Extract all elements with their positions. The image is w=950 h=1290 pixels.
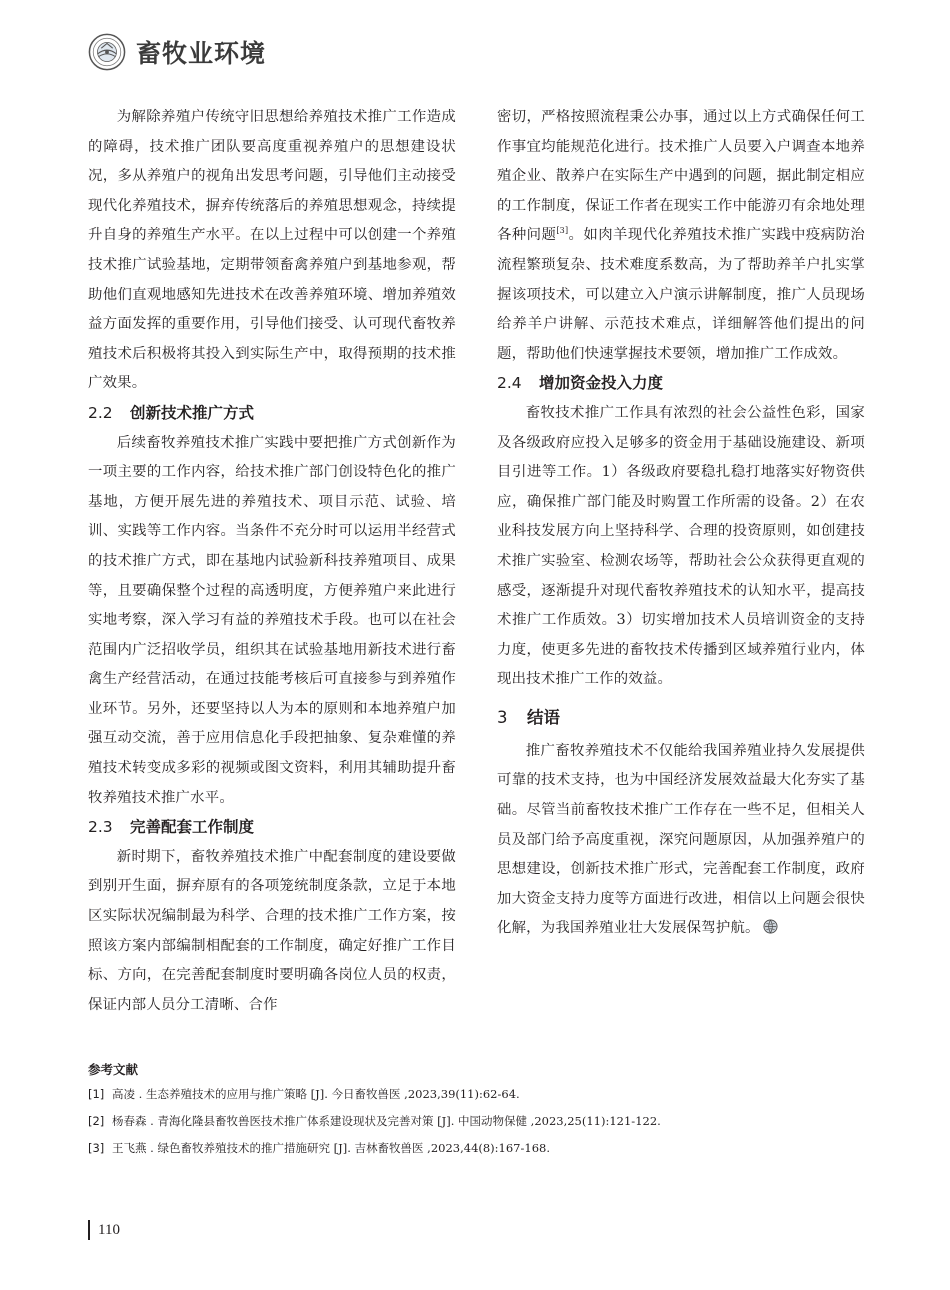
paragraph: 畜牧技术推广工作具有浓烈的社会公益性色彩，国家及各级政府应投入足够多的资金用于基础设施建设、新项目引进等工作。1）各级政府要稳扎稳打地落实好物资供应，确保推广部门能及时购置工作所需的设备。2）在农业科技发展方向上坚持科学、合理的投资原则，如创建技术推广实验室、检测农场等，帮助社会公众获得更直观的感受，逐渐提升对现代畜牧养殖技术的认知水平，提高技术推广工作质效。3）切实增加技术人员培训资金的支持力度，使更多先进的畜牧技术传播到区域养殖行业内，体现出技术推广工作的效益。 bbox=[497, 404, 865, 688]
page-footer bbox=[88, 1220, 120, 1240]
section-number: 2.4 bbox=[497, 374, 522, 393]
journal-emblem-icon bbox=[88, 33, 126, 71]
footer-bar bbox=[88, 1220, 90, 1240]
section-number: 3 bbox=[497, 707, 508, 727]
reference-text: 高凌 . 生态养殖技术的应用与推广策略 [J]. 今日畜牧兽医 ,2023,39(11):62-64. bbox=[112, 1087, 520, 1101]
reference-item bbox=[88, 1142, 868, 1169]
section-title: 创新技术推广方式 bbox=[130, 403, 255, 422]
reference-item bbox=[88, 1115, 868, 1142]
section-heading-2-2 bbox=[88, 399, 456, 429]
paragraph-final bbox=[497, 737, 865, 944]
paragraph: 新时期下，畜牧养殖技术推广中配套制度的建设要做到别开生面，摒弃原有的各项笼统制度条款，立足于本地区实际状况编制最为科学、合理的技术推广工作方案，按照该方案内部编制相配套的工作制度，确定好推广工作目标、方向，在完善配套制度时要明确各岗位人员的权责，保证内部人员分工清晰、合作 bbox=[88, 848, 456, 1013]
section-number: 2.2 bbox=[88, 403, 113, 422]
references bbox=[88, 1060, 868, 1169]
reference-item bbox=[88, 1088, 868, 1115]
citation-mark[interactable]: [3] bbox=[556, 226, 569, 236]
paragraph-text: 密切，严格按照流程秉公办事，通过以上方式确保任何工作事宜均能规范化进行。技术推广人员要入户调查本地养殖企业、散养户在实际生产中遇到的问题，据此制定相应的工作制度，保证工作者在现实工作中能游刃有余地处理各种问题 bbox=[497, 109, 865, 244]
paragraph-continued bbox=[497, 103, 865, 369]
globe-end-icon bbox=[763, 919, 778, 934]
journal-title: 畜牧业环境 bbox=[136, 39, 267, 68]
section-title: 结语 bbox=[527, 707, 560, 727]
left-column bbox=[88, 103, 456, 1020]
paragraph: 后续畜牧养殖技术推广实践中要把推广方式创新作为一项主要的工作内容，给技术推广部门创设特色化的推广基地，方便开展先进的养殖技术、项目示范、试验、培训、实践等工作内容。当条件不充分时可以运用半经营式的技术推广方式，即在基地内试验新科技养殖项目、成果等，且要确保整个过程的高透明度，方便养殖户来此进行实地考察，深入学习有益的养殖技术手段。也可以在社会范围内广泛招收学员，组织其在试验基地用新技术进行畜禽生产经营活动，在通过技能考核后可直接参与到养殖作业环节。另外，还要坚持以人为本的原则和本地养殖户加强互动交流，善于应用信息化手段把抽象、复杂难懂的养殖技术转变成多彩的视频或图文资料，利用其辅助提升畜牧养殖技术推广水平。 bbox=[88, 434, 456, 806]
journal-header bbox=[88, 30, 266, 74]
section-number: 2.3 bbox=[88, 818, 113, 837]
section-heading-2-4 bbox=[497, 369, 865, 399]
reference-text: 王飞燕 . 绿色畜牧养殖技术的推广措施研究 [J]. 吉林畜牧兽医 ,2023,44(8):167-168. bbox=[112, 1141, 550, 1155]
references-title: 参考文献 bbox=[88, 1062, 139, 1077]
reference-number: [2] bbox=[88, 1114, 105, 1128]
section-title: 增加资金投入力度 bbox=[539, 374, 664, 393]
right-column bbox=[497, 103, 865, 944]
section-title: 完善配套工作制度 bbox=[130, 818, 255, 837]
page-number: 110 bbox=[98, 1221, 120, 1238]
paragraph-text: 推广畜牧养殖技术不仅能给我国养殖业持久发展提供可靠的技术支持，也为中国经济发展效益最大化夯实了基础。尽管当前畜牧技术推广工作存在一些不足，但相关人员及部门给予高度重视，深究问题原因，从加强养殖户的思想建设，创新技术推广形式，完善配套工作制度，政府加大资金支持力度等方面进行改进，相信以上问题会很快化解，为我国养殖业壮大发展保驾护航。 bbox=[497, 742, 865, 937]
section-heading-3 bbox=[497, 699, 865, 737]
paragraph-text: 。如肉羊现代化养殖技术推广实践中疫病防治流程繁琐复杂、技术难度系数高，为了帮助养羊户扎实掌握该项技术，可以建立入户演示讲解制度，推广人员现场给养羊户讲解、示范技术难点，详细解答他们提出的问题，帮助他们快速掌握技术要领，增加推广工作成效。 bbox=[497, 227, 865, 362]
reference-number: [3] bbox=[88, 1141, 105, 1155]
reference-text: 杨春森 . 青海化隆县畜牧兽医技术推广体系建设现状及完善对策 [J]. 中国动物保健 ,2023,25(11):121-122. bbox=[112, 1114, 661, 1128]
paragraph: 为解除养殖户传统守旧思想给养殖技术推广工作造成的障碍，技术推广团队要高度重视养殖户的思想建设状况，多从养殖户的视角出发思考问题，引导他们主动接受现代化养殖技术，摒弃传统落后的养殖思想观念，持续提升自身的养殖生产水平。在以上过程中可以创建一个养殖技术推广试验基地，定期带领畜禽养殖户到基地参观，帮助他们直观地感知先进技术在改善养殖环境、增加养殖效益方面发挥的重要作用，引导他们接受、认可现代畜牧养殖技术后积极将其投入到实际生产中，取得预期的技术推广效果。 bbox=[88, 109, 456, 392]
section-heading-2-3 bbox=[88, 813, 456, 843]
reference-number: [1] bbox=[88, 1087, 105, 1101]
